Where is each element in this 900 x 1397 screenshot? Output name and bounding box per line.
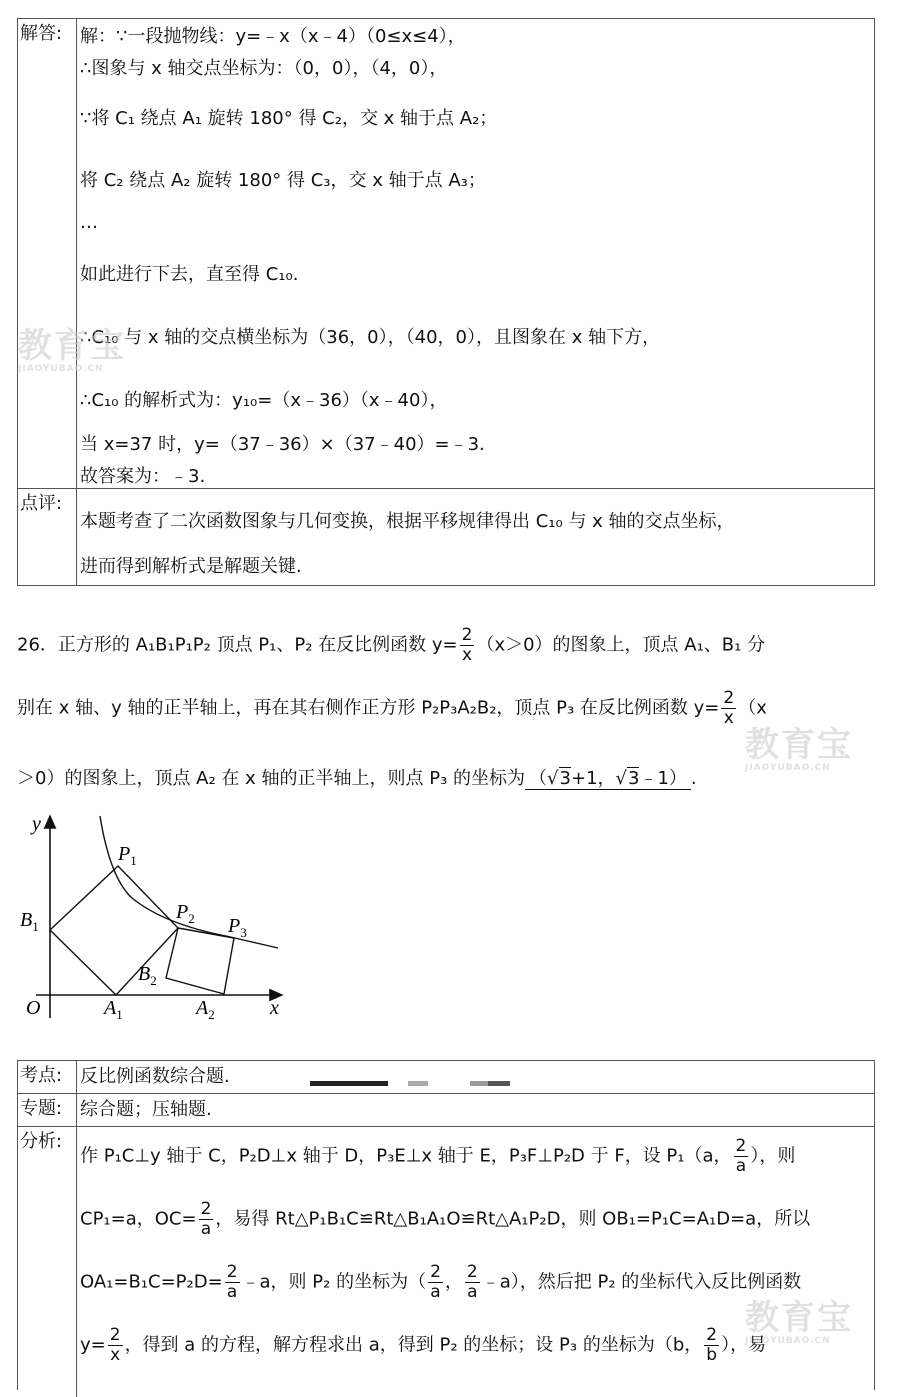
label-a1: $A_1$ bbox=[104, 997, 123, 1022]
fraction: $\frac{2}{b}$ bbox=[706, 1325, 718, 1365]
label-b2: $B_2$ bbox=[138, 963, 157, 988]
problem-line-2-tail: （x bbox=[738, 697, 767, 719]
problem-line-2-text: 别在 x 轴、y 轴的正半轴上，再在其右侧作正方形 P₂P₃A₂B₂，顶点 P₃ 在反比例函数 y= bbox=[17, 697, 720, 719]
problem-line-3-end: . bbox=[690, 768, 697, 789]
geometry-figure bbox=[14, 808, 294, 1030]
fraction: $\frac{2}{a}$ bbox=[226, 1262, 238, 1302]
problem-line-3 bbox=[17, 767, 697, 791]
fraction: $\frac{2}{a}$ bbox=[466, 1262, 478, 1302]
label-x: x bbox=[270, 997, 279, 1019]
answer-line-9: 当 x=37 时，y=（37﹣36）×（37﹣40）=﹣3. bbox=[80, 434, 485, 455]
answer-line-2: ∴图象与 x 轴交点坐标为：（0，0），（4，0）， bbox=[80, 58, 448, 79]
watermark-logo: 教育宝 JIAOYUBAO.CN bbox=[18, 326, 126, 374]
problem-line-1-tail: （x＞0）的图象上，顶点 A₁、B₁ 分 bbox=[476, 634, 766, 656]
kaodian-label: 考点: bbox=[18, 1061, 77, 1093]
label-p2: $P_2$ bbox=[176, 901, 195, 926]
answer-line-8: ∴C₁₀ 的解析式为：y₁₀=（x﹣36）（x﹣40）， bbox=[80, 390, 448, 411]
label-p3: $P_3$ bbox=[228, 915, 247, 940]
scan-artifact-bar bbox=[408, 1081, 428, 1086]
answer-line-5: … bbox=[80, 212, 98, 233]
fraction-2-over-x-second bbox=[721, 689, 736, 728]
fraction-numerator: 2 bbox=[461, 625, 473, 645]
problem-line-1 bbox=[17, 626, 765, 665]
scan-artifact-bar bbox=[310, 1081, 388, 1086]
problem-line-1-text: 26．正方形的 A₁B₁P₁P₂ 顶点 P₁、P₂ 在反比例函数 y= bbox=[17, 634, 458, 656]
fenxi-row bbox=[18, 1126, 874, 1397]
watermark-logo: 教育宝 JIAOYUBAO.CN bbox=[745, 1298, 853, 1346]
answer-blank: （√3+1，√3﹣1） bbox=[525, 768, 691, 790]
fraction: $\frac{2}{a}$ bbox=[735, 1136, 747, 1176]
answer-line-6: 如此进行下去，直至得 C₁₀. bbox=[80, 264, 299, 285]
answer-line-1: 解：∵一段抛物线：y=﹣x（x﹣4）（0≤x≤4）， bbox=[80, 26, 466, 47]
zhuanti-row bbox=[18, 1093, 874, 1126]
review-label: 点评: bbox=[18, 489, 77, 585]
answer-line-4: 将 C₂ 绕点 A₂ 旋转 180° 得 C₃，交 x 轴于点 A₃； bbox=[80, 170, 486, 191]
fraction: $\frac{2}{a}$ bbox=[200, 1199, 212, 1239]
fraction-denominator: x bbox=[462, 645, 473, 665]
fraction: $\frac{2}{a}$ bbox=[430, 1262, 441, 1302]
label-origin: O bbox=[26, 997, 41, 1019]
scan-artifact-bar bbox=[488, 1081, 510, 1086]
label-y: y bbox=[32, 813, 41, 835]
review-line-2: 进而得到解析式是解题关键. bbox=[80, 556, 302, 577]
fenxi-label: 分析: bbox=[18, 1127, 77, 1397]
zhuanti-content bbox=[77, 1094, 874, 1126]
zhuanti-label: 专题: bbox=[18, 1094, 77, 1126]
fenxi-content bbox=[77, 1127, 874, 1397]
answer-line-3: ∵将 C₁ 绕点 A₁ 旋转 180° 得 C₂，交 x 轴于点 A₂； bbox=[80, 108, 498, 129]
review-line-1: 本题考查了二次函数图象与几何变换，根据平移规律得出 C₁₀ 与 x 轴的交点坐标， bbox=[80, 511, 735, 532]
label-p1: $P_1$ bbox=[118, 843, 137, 868]
kaodian-text: 反比例函数综合题. bbox=[80, 1066, 230, 1087]
review-row bbox=[18, 488, 874, 585]
answer-row bbox=[18, 19, 874, 488]
fenxi-line-1: 作 P₁C⊥y 轴于 C，P₂D⊥x 轴于 D，P₃E⊥x 轴于 E，P₃F⊥P₂D 于 F，设 P₁（a， $\frac{2}{a}$ ），则 bbox=[80, 1136, 796, 1176]
fenxi-line-4: y= $\frac{2}{x}$ ，得到 a 的方程，解方程求出 a，得到 P₂ 的坐标；设 P₃ 的坐标为（b， $\frac{2}{b}$ ），易 bbox=[80, 1325, 767, 1365]
fraction: $\frac{2}{x}$ bbox=[109, 1325, 121, 1365]
square-p2p3a2b2 bbox=[166, 928, 234, 994]
fraction-denominator: x bbox=[723, 708, 734, 728]
fraction-2-over-x bbox=[460, 626, 475, 665]
review-content bbox=[77, 489, 874, 585]
square-a1b1p1p2 bbox=[50, 866, 178, 995]
problem-line-3-text: ＞0）的图象上，顶点 A₂ 在 x 轴的正半轴上，则点 P₃ 的坐标为 bbox=[17, 768, 526, 789]
answer-table bbox=[17, 18, 875, 586]
sqrt-3-first: 3 bbox=[559, 768, 571, 789]
kaodian-content bbox=[77, 1061, 874, 1093]
label-b1: $B_1$ bbox=[20, 909, 39, 934]
fenxi-line-3: OA₁=B₁C=P₂D= $\frac{2}{a}$ ﹣a，则 P₂ 的坐标为（ $\frac{2}{a}$ ， $\frac{2}{a}$ ﹣a），然后把 P₂ 的坐标代入反比例函数 bbox=[80, 1262, 802, 1302]
answer-line-10: 故答案为：﹣3. bbox=[80, 466, 206, 487]
zhuanti-text: 综合题；压轴题. bbox=[80, 1099, 212, 1120]
answer-line-7: ∴C₁₀ 与 x 轴的交点横坐标为（36，0），（40，0），且图象在 x 轴下方， bbox=[80, 327, 661, 348]
answer-label: 解答: bbox=[18, 19, 77, 488]
label-a2: $A_2$ bbox=[196, 997, 215, 1022]
problem-line-2 bbox=[17, 689, 767, 728]
fenxi-line-2: CP₁=a，OC= $\frac{2}{a}$ ，易得 Rt△P₁B₁C≌Rt△B₁A₁O≌Rt△A₁P₂D，则 OB₁=P₁C=A₁D=a，所以 bbox=[80, 1199, 811, 1239]
sqrt-3-second: 3 bbox=[628, 768, 640, 789]
watermark-logo: 教育宝 JIAOYUBAO.CN bbox=[745, 725, 853, 773]
answer-content bbox=[77, 19, 874, 488]
fraction-numerator: 2 bbox=[723, 688, 735, 708]
hyperbola-curve bbox=[100, 816, 278, 948]
kaodian-row bbox=[18, 1061, 874, 1093]
